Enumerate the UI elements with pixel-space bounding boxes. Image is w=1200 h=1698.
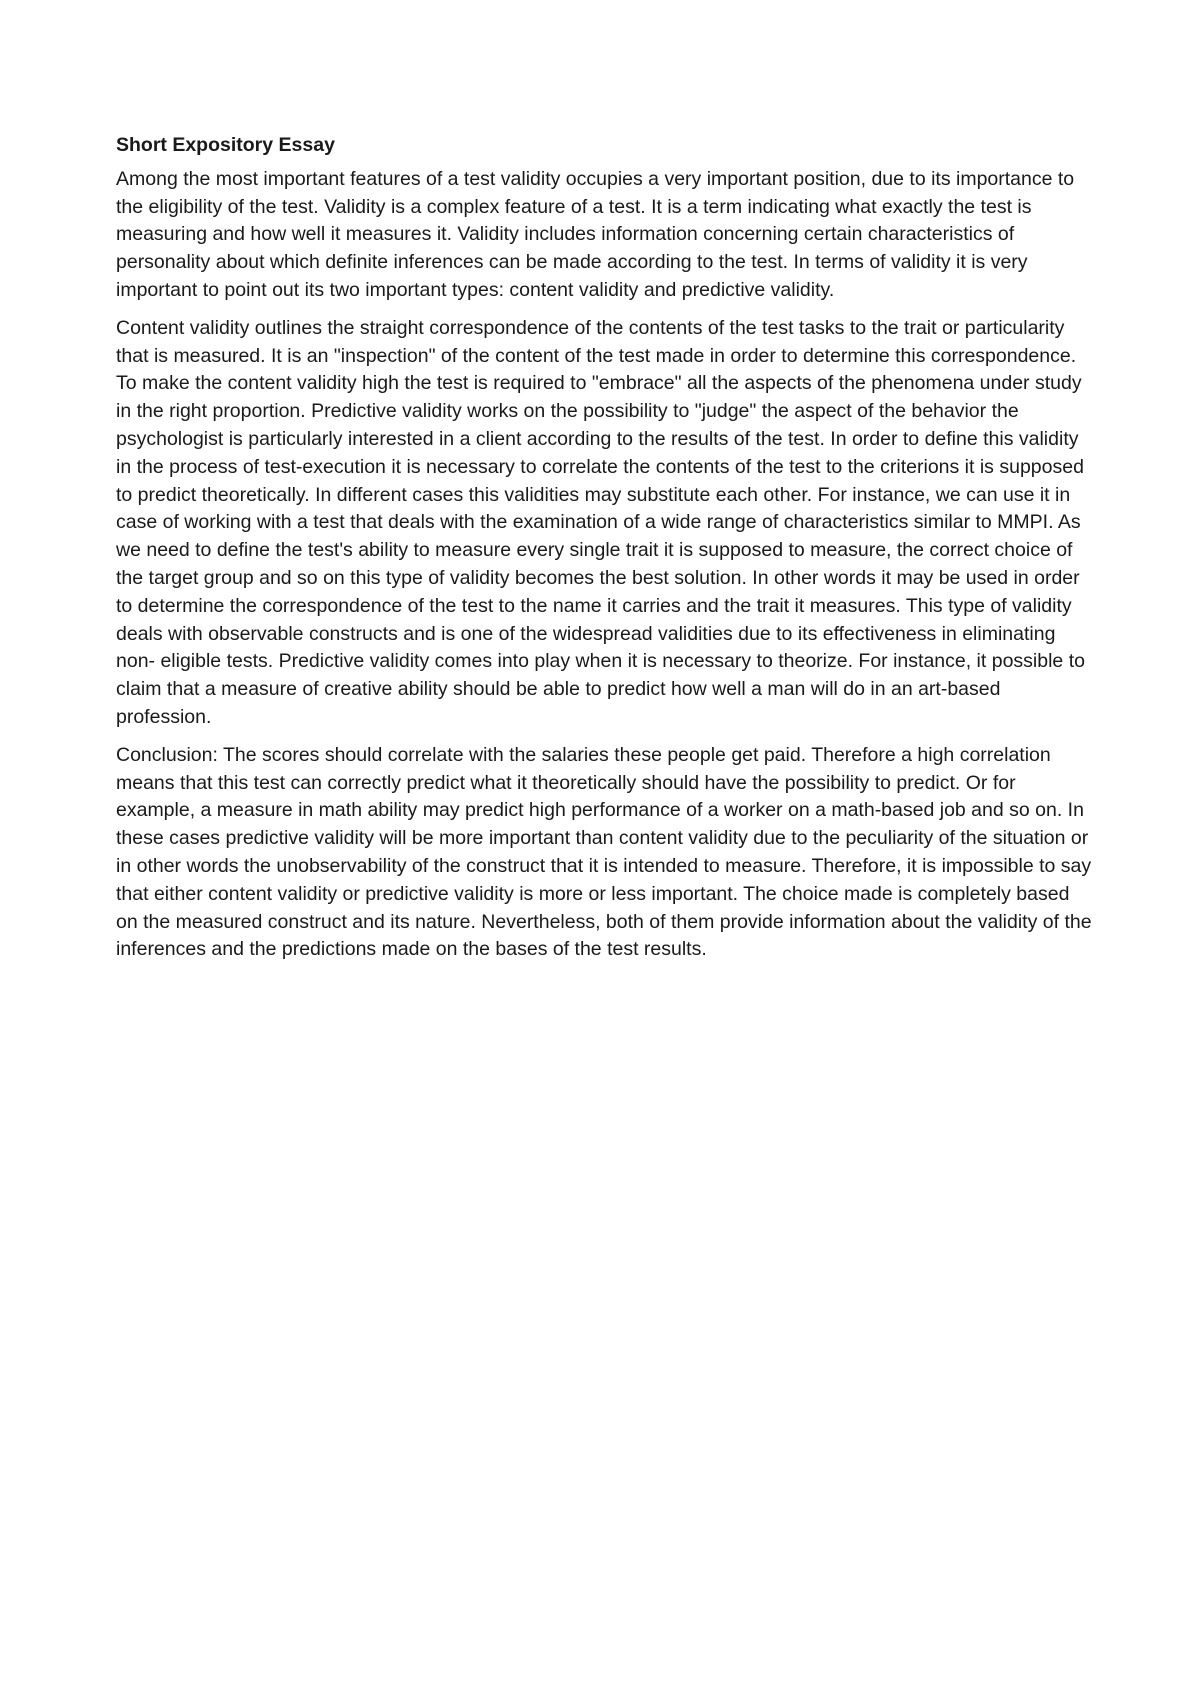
paragraph-intro: Among the most important features of a test validity occupies a very important position, due to its importance to the eligibility of the test. Validity is a complex feature of a test. It is a term indicating what exactly the test is measuring and how well it measures it. Validity includes information concerning certain characteristics of personality about which definite inferences can be made according to the test. In terms of validity it is very important to point out its two important types: content validity and predictive validity. (116, 167, 1075, 301)
document-title: Short Expository Essay (116, 134, 335, 156)
paragraph-body: Content validity outlines the straight correspondence of the contents of the test tasks to the trait or particularity that is measured. It is an "inspection" of the content of the test made in order to determine this correspondence. To make the content validity high the test is required to "embrace" all the aspects of the phenomena under study in the right proportion. Predictive validity works on the possibility to "judge" the aspect of the behavior the psychologist is particularly interested in a client according to the results of the test. In order to define this validity in the process of test-execution it is necessary to correlate the contents of the test to the criterions it is supposed to predict theoretically. In different cases this validities may substitute each other. For instance, we can use it in case of working with a test that deals with the examination of a wide range of characteristics similar to MMPI. As we need to define the test's ability to measure every single trait it is supposed to measure, the correct choice of the target group and so on this type of validity becomes the best solution. In other words it may be used in order to determine the correspondence of the test to the name it carries and the trait it measures. This type of validity deals with observable constructs and is one of the widespread validities due to its effectiveness in eliminating non- eligible tests. Predictive validity comes into play when it is necessary to theorize. For instance, it possible to claim that a measure of creative ability should be able to predict how well a man will do in an art-based profession. (116, 316, 1085, 728)
paragraph-conclusion: Conclusion: The scores should correlate with the salaries these people get paid. Therefore a high correlation means that this test can correctly predict what it theoretically should have the possibility to predict. Or for example, a measure in math ability may predict high performance of a worker on a math-based job and so on. In these cases predictive validity will be more important than content validity due to the peculiarity of the situation or in other words the unobservability of the construct that it is intended to measure. Therefore, it is impossible to say that either content validity or predictive validity is more or less important. The choice made is completely based on the measured construct and its nature. Nevertheless, both of them provide information about the validity of the inferences and the predictions made on the bases of the test results. (116, 743, 1092, 961)
document-page (116, 132, 1096, 974)
